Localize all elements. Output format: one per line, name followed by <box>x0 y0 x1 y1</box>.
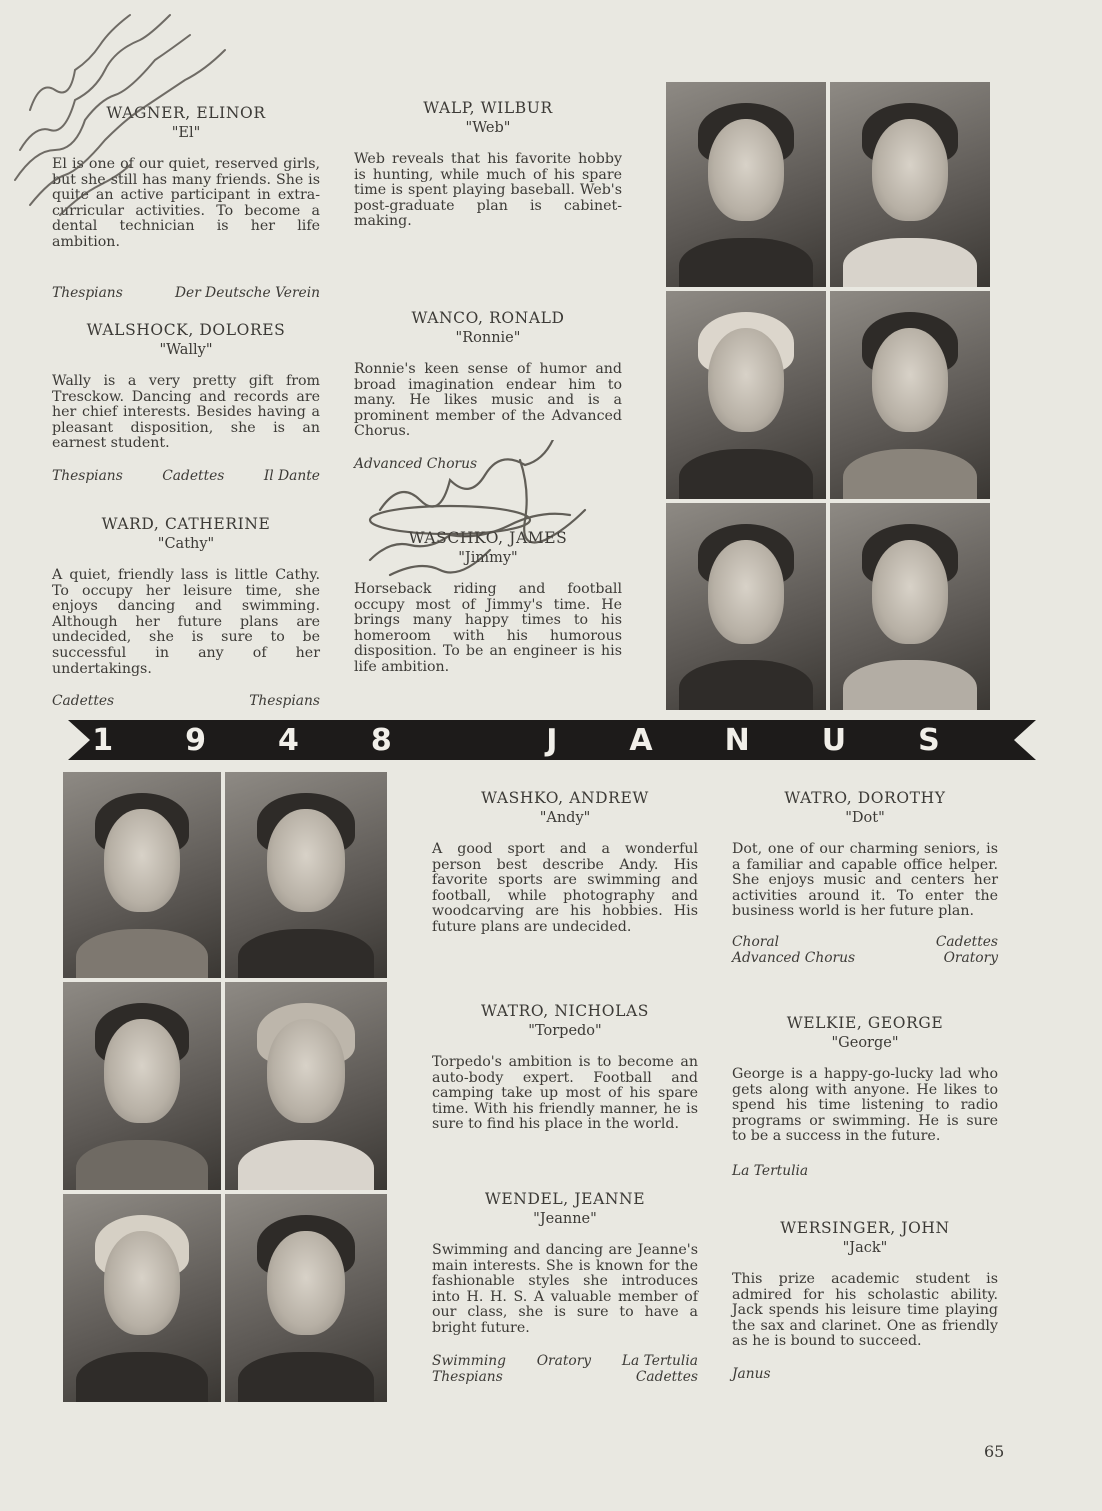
activities <box>432 1353 698 1385</box>
portrait-photo-wendel <box>63 1194 221 1402</box>
entry-waschko-james <box>354 528 622 676</box>
activity: Thespians <box>249 693 320 710</box>
student-nickname: "Torpedo" <box>528 1023 602 1039</box>
student-name: WASCHKO, JAMES <box>408 529 568 547</box>
portrait-photo-wanco <box>830 291 990 499</box>
student-nickname: "Jack" <box>842 1240 888 1256</box>
student-nickname: "Wally" <box>159 342 213 358</box>
student-name: WANCO, RONALD <box>411 309 565 327</box>
entry-wendel-jeanne <box>432 1189 698 1385</box>
student-nickname: "George" <box>831 1035 899 1051</box>
student-bio: Dot, one of our charming seniors, is a familiar and capable office helper. She enjoys music and centers her activities around it. To enter the business world is her future plan. <box>732 841 998 920</box>
student-name: WELKIE, GEORGE <box>786 1014 944 1032</box>
portrait-photo-watro-dorothy <box>225 772 387 978</box>
portrait-photo-waschko <box>830 503 990 710</box>
student-name: WALP, WILBUR <box>423 99 553 117</box>
student-name: WARD, CATHERINE <box>101 515 271 533</box>
portrait-photo-wersinger <box>225 1194 387 1402</box>
activity: Cadettes <box>52 693 115 710</box>
portrait-photo-watro-nicholas <box>63 982 221 1190</box>
activities <box>52 285 320 301</box>
portrait-photo-ward <box>666 503 826 710</box>
portrait-photo-walp <box>830 82 990 287</box>
student-nickname: "Ronnie" <box>455 330 521 346</box>
activity: La Tertulia <box>732 1162 809 1179</box>
page-number: 65 <box>984 1442 1005 1461</box>
entry-watro-nicholas <box>432 1001 698 1133</box>
student-nickname: "Jimmy" <box>458 550 518 566</box>
activity: Oratory <box>536 1352 592 1369</box>
student-name: WAGNER, ELINOR <box>106 104 266 122</box>
activity: Thespians <box>52 467 123 484</box>
activity: Cadettes <box>635 1368 698 1385</box>
entry-watro-dorothy <box>732 788 998 966</box>
entry-wersinger-john <box>732 1218 998 1382</box>
student-name: WENDEL, JEANNE <box>484 1190 646 1208</box>
activity: La Tertulia <box>621 1352 698 1369</box>
activity: Janus <box>732 1365 771 1382</box>
student-nickname: "Web" <box>465 120 511 136</box>
portrait-photo-wagner <box>666 82 826 287</box>
student-name: WERSINGER, JOHN <box>780 1219 950 1237</box>
student-bio: Torpedo's ambition is to become an auto-body expert. Football and camping take up most of his spare time. With his friendly manner, he is sure to find his place in the world. <box>432 1054 698 1133</box>
student-nickname: "Cathy" <box>157 536 215 552</box>
portrait-photo-walshock <box>666 291 826 499</box>
activities <box>732 1366 998 1382</box>
activity: Advanced Chorus <box>732 949 856 966</box>
student-bio: A quiet, friendly lass is little Cathy. To occupy her leisure time, she enjoys dancing and swimming. Although her future plans are undecided, she is sure to be successful in any of her undertakings. <box>52 567 320 677</box>
student-nickname: "Jeanne" <box>533 1211 597 1227</box>
student-bio: George is a happy-go-lucky lad who gets along with anyone. He likes to spend his time listening to radio programs or swimming. He is sure to be a success in the future. <box>732 1066 998 1145</box>
activity: Choral <box>732 933 779 950</box>
student-bio: Ronnie's keen sense of humor and broad imagination endear him to many. He likes music and is a prominent member of the Advanced Chorus. <box>354 361 622 440</box>
student-bio: Wally is a very pretty gift from Tresckow. Dancing and records are her chief interests. Besides having a pleasant disposition, she is an earnest student. <box>52 373 320 452</box>
portrait-photo-washko <box>63 772 221 978</box>
yearbook-banner <box>68 720 1036 760</box>
activities <box>52 693 320 709</box>
student-bio: El is one of our quiet, reserved girls, but she still has many friends. She is quite an active participant in extra-curricular activities. To become a dental technician is her life ambition. <box>52 156 320 250</box>
banner-title: 1948 JANUS <box>92 723 1012 758</box>
entry-wanco-ronald <box>354 308 622 472</box>
activity: Il Dante <box>263 467 320 484</box>
student-name: WALSHOCK, DOLORES <box>86 321 286 339</box>
student-nickname: "El" <box>171 125 201 141</box>
entry-ward-catherine <box>52 514 320 709</box>
entry-wagner-elinor <box>52 103 320 301</box>
activity: Oratory <box>943 949 998 966</box>
student-name: WATRO, NICHOLAS <box>480 1002 650 1020</box>
entry-walshock-dolores <box>52 320 320 484</box>
activities <box>732 934 998 966</box>
student-bio: Web reveals that his favorite hobby is hunting, while much of his spare time is spent playing baseball. Web's post-graduate plan is cabinet-making. <box>354 151 622 230</box>
portrait-photo-welkie <box>225 982 387 1190</box>
activity: Cadettes <box>162 467 225 484</box>
student-bio: A good sport and a wonderful person best describe Andy. His favorite sports are swimming and football, while photography and woodcarving are his hobbies. His future plans are undecided. <box>432 841 698 935</box>
activity: Der Deutsche Verein <box>174 284 320 301</box>
activity: Cadettes <box>935 933 998 950</box>
activities <box>732 1163 998 1179</box>
student-name: WATRO, DOROTHY <box>784 789 946 807</box>
student-name: WASHKO, ANDREW <box>481 789 649 807</box>
student-nickname: "Andy" <box>539 810 591 826</box>
activity: Thespians <box>432 1368 503 1385</box>
student-nickname: "Dot" <box>845 810 885 826</box>
activities <box>52 468 320 484</box>
activity: Advanced Chorus <box>354 455 478 472</box>
activity: Thespians <box>52 284 123 301</box>
entry-washko-andrew <box>432 788 698 936</box>
student-bio: This prize academic student is admired for his scholastic ability. Jack spends his leisure time playing the sax and clarinet. One as friendly as he is bound to succeed. <box>732 1271 998 1350</box>
student-bio: Horseback riding and football occupy most of Jimmy's time. He brings many happy times to his homeroom with his humorous disposition. To be an engineer is his life ambition. <box>354 581 622 675</box>
entry-walp-wilbur <box>354 98 622 230</box>
activity: Swimming <box>432 1352 506 1369</box>
student-bio: Swimming and dancing are Jeanne's main interests. She is known for the fashionable styles she introduces into H. H. S. A valuable member of our class, she is sure to have a bright future. <box>432 1242 698 1336</box>
entry-welkie-george <box>732 1013 998 1179</box>
activities <box>354 456 622 472</box>
